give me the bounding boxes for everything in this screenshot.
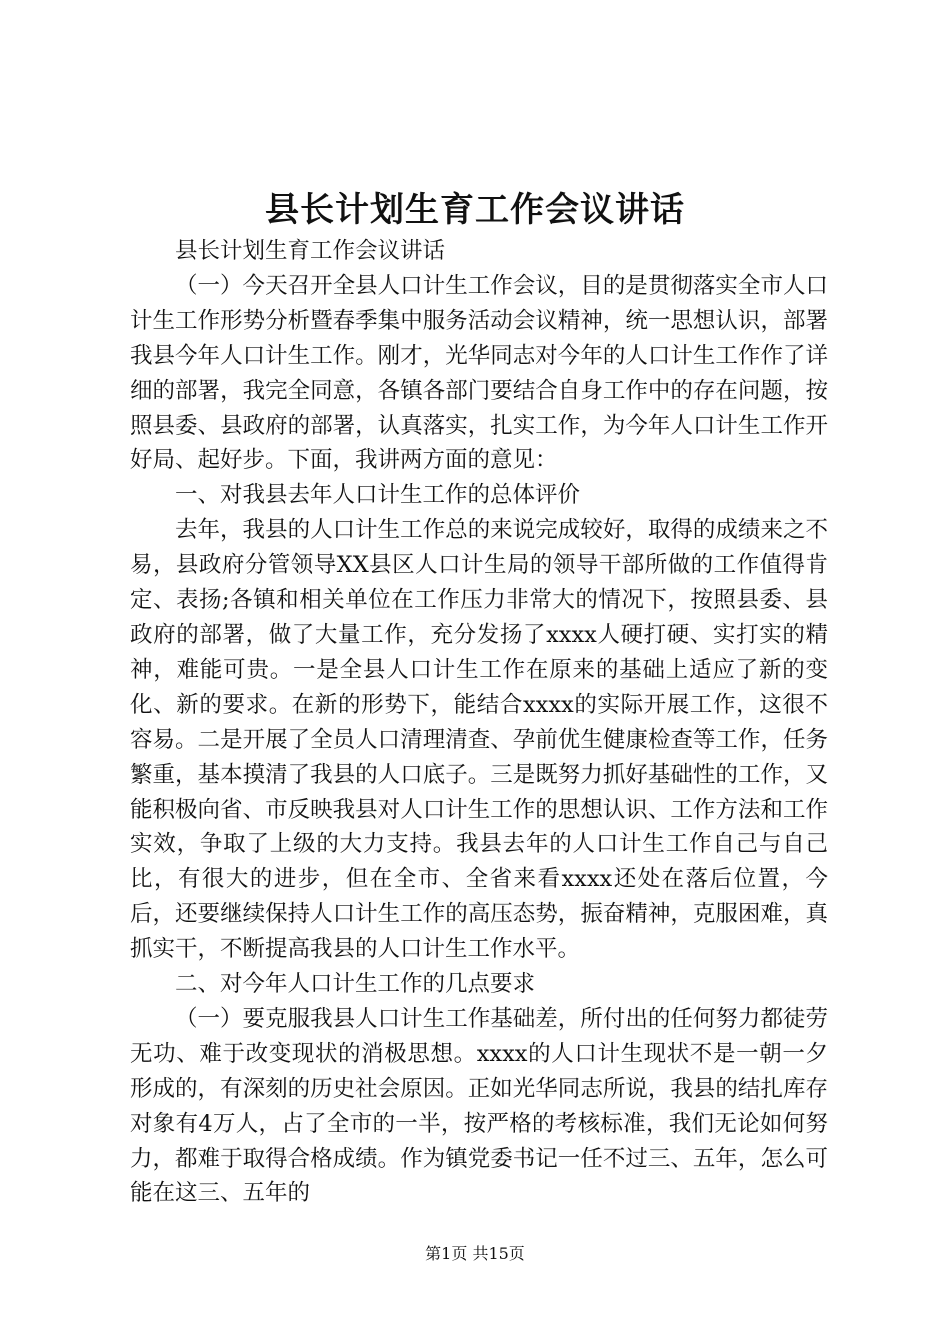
section-heading-2: 二、对今年人口计生工作的几点要求: [175, 971, 536, 998]
paragraph-evaluation: 去年，我县的人口计生工作总的来说完成较好，取得的成绩来之不易，县政府分管领导XX县区人口计生局的领导干部所做的工作值得肯定、表扬;各镇和相关单位在工作压力非常大的情况下，按照县委、县政府的部署，做了大量工作，充分发扬了xxxx人硬打硬、实打实的精神，难能可贵。一是全县人口计生工作在原来的基础上适应了新的变化、新的要求。在新的形势下，能结合xxxx的实际开展工作，这很不容易。二是开展了全员人口清理清查、孕前优生健康检查等工作，任务繁重，基本摸清了我县的人口底子。三是既努力抓好基础性的工作，又能积极向省、市反映我县对人口计生工作的思想认识、工作方法和工作实效，争取了上级的大力支持。我县去年的人口计生工作自己与自己比，有很大的进步，但在全市、全省来看xxxx还处在落后位置，今后，还要继续保持人口计生工作的高压态势，振奋精神，克服困难，真抓实干，不断提高我县的人口计生工作水平。: [130, 517, 828, 963]
paragraph-requirement-1: （一）要克服我县人口计生工作基础差，所付出的任何努力都徒劳无功、难于改变现状的消极思想。xxxx的人口计生现状不是一朝一夕形成的，有深刻的历史社会原因。正如光华同志所说，我县的结扎库存对象有4万人，占了全市的一半，按严格的考核标准，我们无论如何努力，都难于取得合格成绩。作为镇党委书记一任不过三、五年，怎么可能在这三、五年的: [130, 1005, 828, 1207]
paragraph-subtitle: 县长计划生育工作会议讲话: [175, 238, 446, 264]
document-title: 县长计划生育工作会议讲话: [265, 190, 685, 230]
document-body: [130, 234, 828, 1211]
paragraph-intro: （一）今天召开全县人口计生工作会议，目的是贯彻落实全市人口计生工作形势分析暨春季集中服务活动会议精神，统一思想认识，部署我县今年人口计生工作。刚才，光华同志对今年的人口计生工作作了详细的部署，我完全同意，各镇各部门要结合自身工作中的存在问题，按照县委、县政府的部署，认真落实，扎实工作，为今年人口计生工作开好局、起好步。下面，我讲两方面的意见：: [130, 272, 828, 474]
page-number: 第1页 共15页: [425, 1244, 525, 1263]
section-heading-1: 一、对我县去年人口计生工作的总体评价: [175, 482, 581, 509]
